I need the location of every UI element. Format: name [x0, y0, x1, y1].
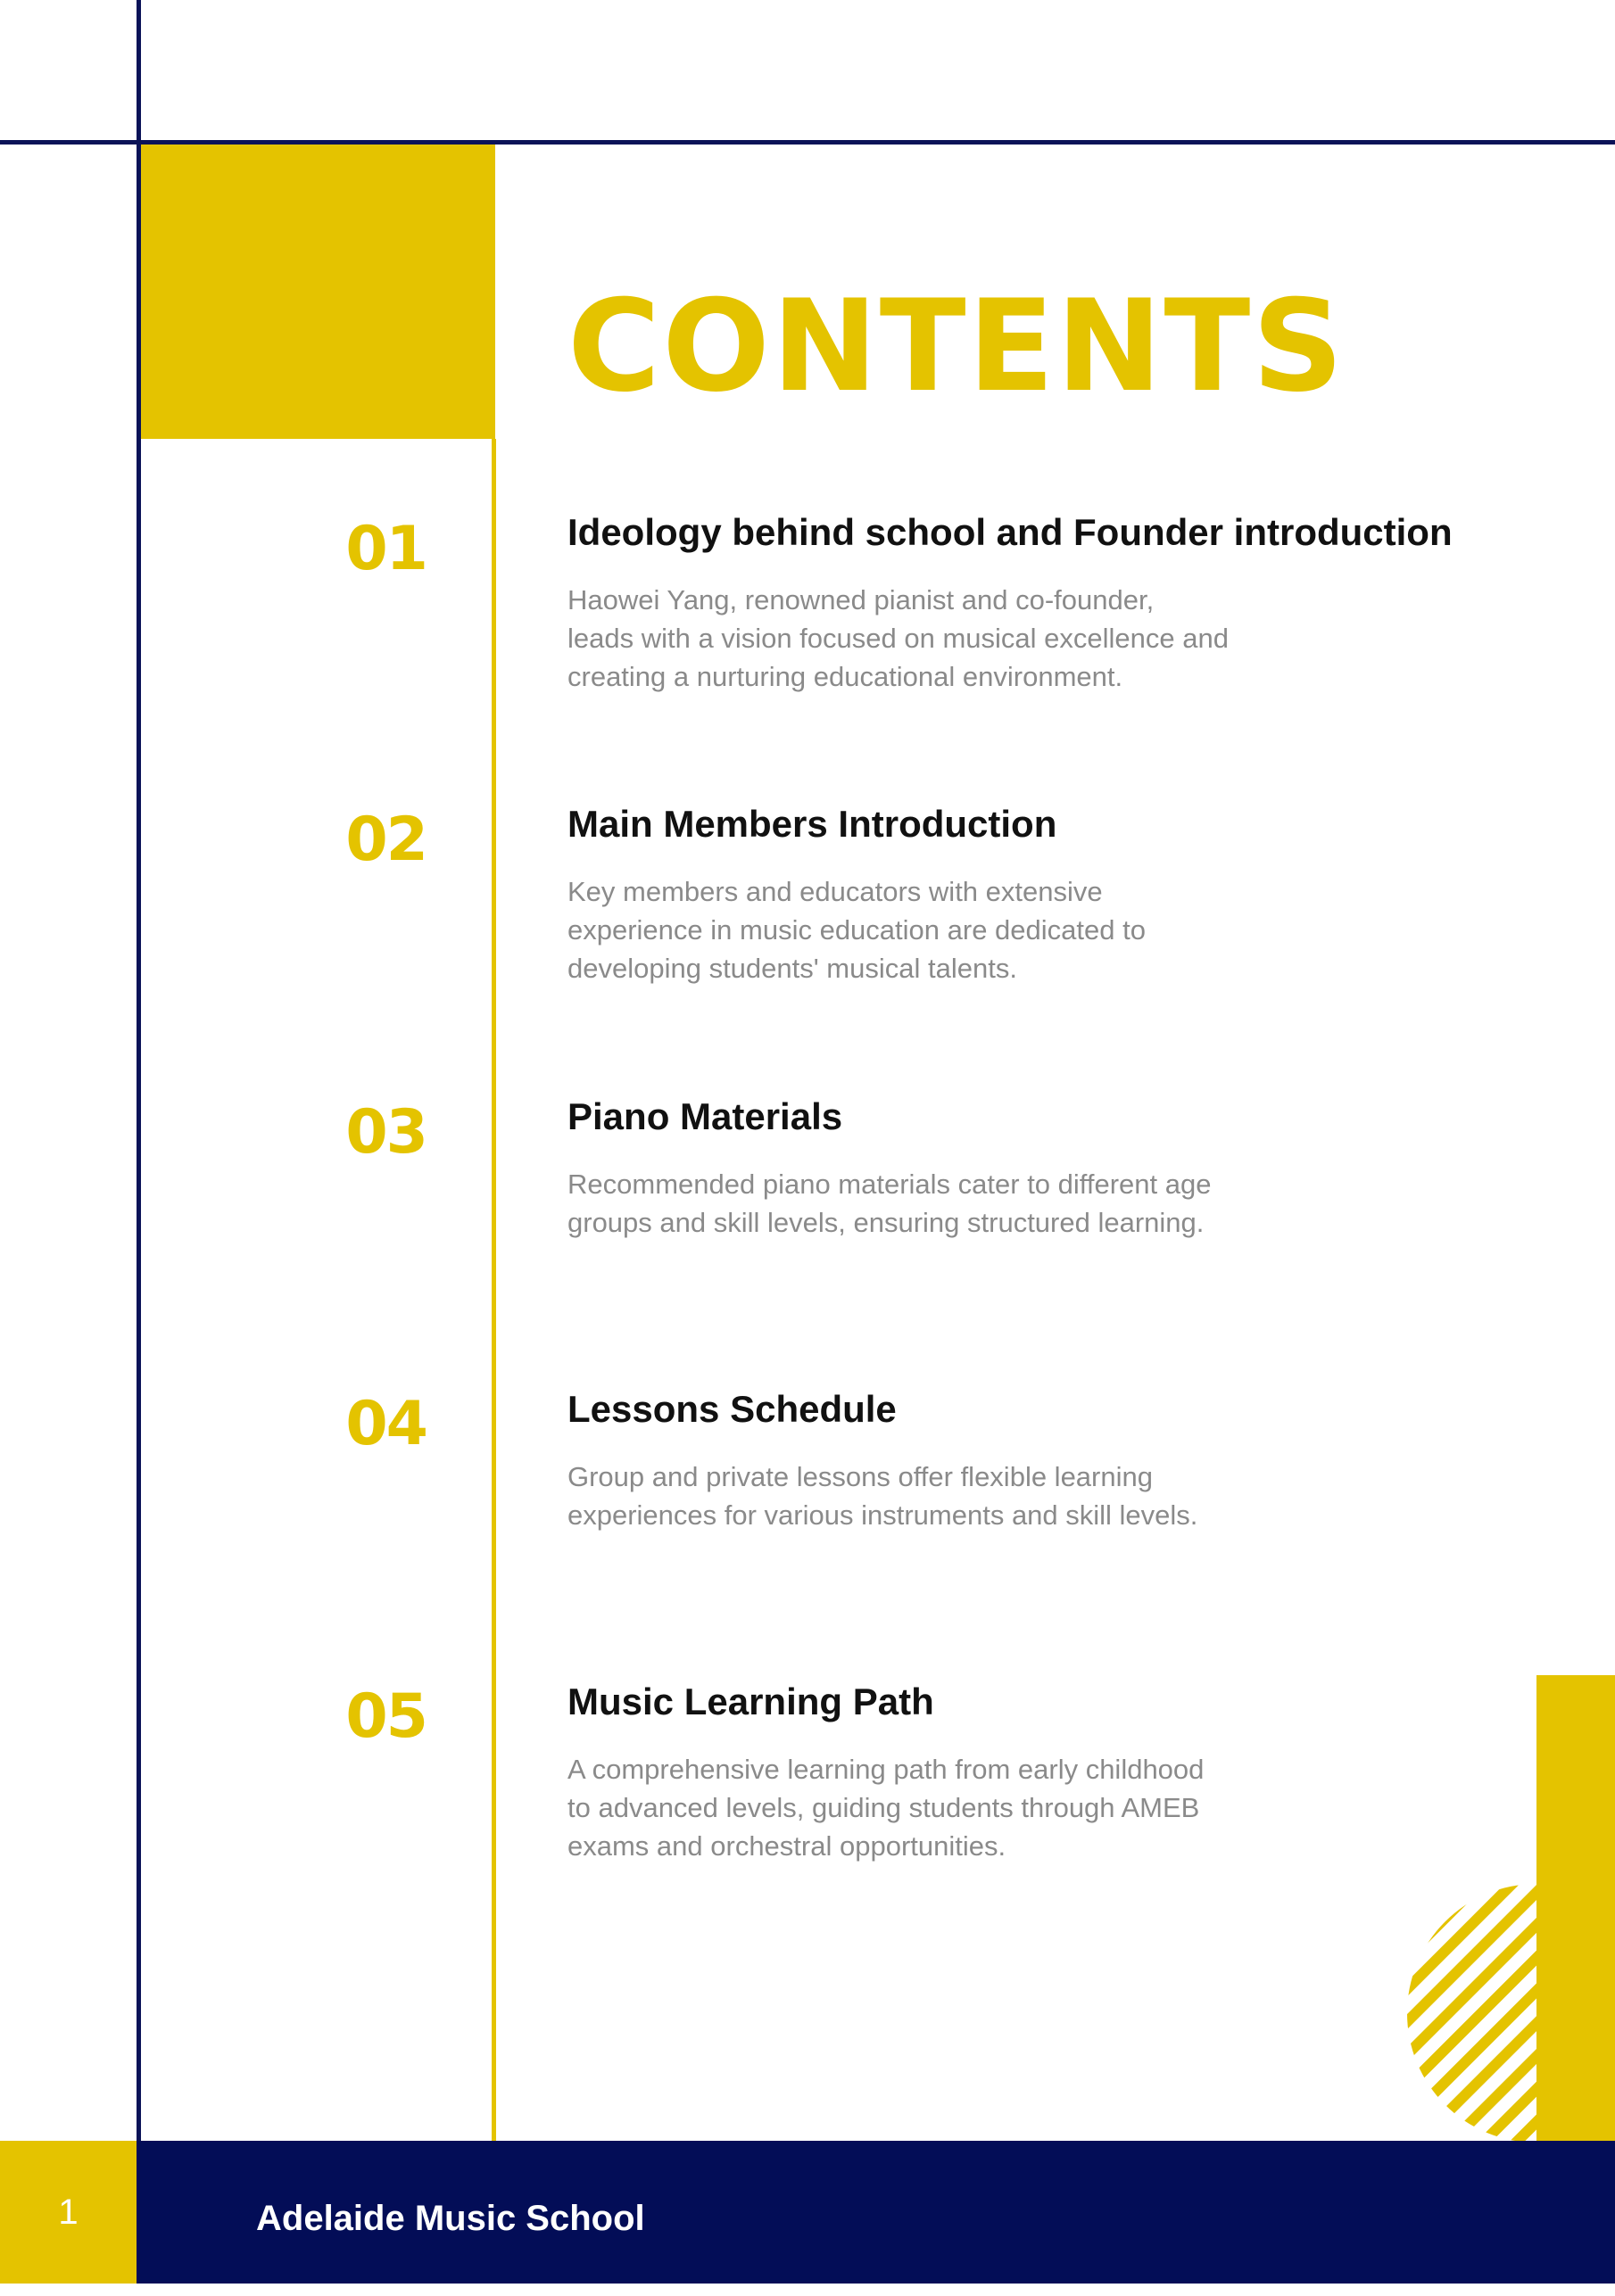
item-heading: Lessons Schedule — [567, 1388, 897, 1430]
accent-bar-right — [1536, 1675, 1615, 2141]
description-line: experiences for various instruments and skill levels. — [567, 1499, 1198, 1531]
description-line: Key members and educators with extensive — [567, 876, 1103, 907]
item-number: 01 — [345, 514, 427, 584]
item-description — [567, 1458, 1299, 1534]
item-number: 05 — [345, 1681, 427, 1752]
description-line: Haowei Yang, renowned pianist and co-founder, — [567, 584, 1155, 615]
item-description — [567, 1165, 1299, 1242]
description-line: Recommended piano materials cater to different age — [567, 1169, 1212, 1200]
item-heading: Main Members Introduction — [567, 803, 1057, 845]
description-line: leads with a vision focused on musical excellence and — [567, 623, 1229, 654]
item-heading: Ideology behind school and Founder introduction — [567, 511, 1453, 553]
footer-bar — [0, 2141, 1615, 2284]
description-line: creating a nurturing educational environment. — [567, 661, 1123, 692]
description-line: developing students' musical talents. — [567, 953, 1017, 984]
accent-block-top — [141, 145, 495, 439]
description-line: exams and orchestral opportunities. — [567, 1830, 1006, 1862]
item-number: 03 — [345, 1097, 427, 1168]
accent-divider-line — [492, 439, 496, 2141]
description-line: A comprehensive learning path from early childhood — [567, 1754, 1205, 1785]
description-line: experience in music education are dedicated to — [567, 914, 1146, 946]
item-number: 04 — [345, 1389, 427, 1459]
item-heading: Music Learning Path — [567, 1681, 934, 1722]
item-description — [567, 1750, 1299, 1865]
item-heading: Piano Materials — [567, 1095, 843, 1137]
item-description — [567, 581, 1299, 696]
description-line: Group and private lessons offer flexible learning — [567, 1461, 1153, 1492]
item-number: 02 — [345, 805, 427, 875]
page-number: 1 — [58, 2193, 79, 2232]
school-name: Adelaide Music School — [256, 2199, 645, 2238]
item-description — [567, 872, 1299, 987]
description-line: groups and skill levels, ensuring structured learning. — [567, 1207, 1205, 1238]
striped-circle-decoration — [1406, 1884, 1536, 2143]
description-line: to advanced levels, guiding students through AMEB — [567, 1792, 1200, 1823]
page-title: CONTENTS — [567, 273, 1346, 420]
